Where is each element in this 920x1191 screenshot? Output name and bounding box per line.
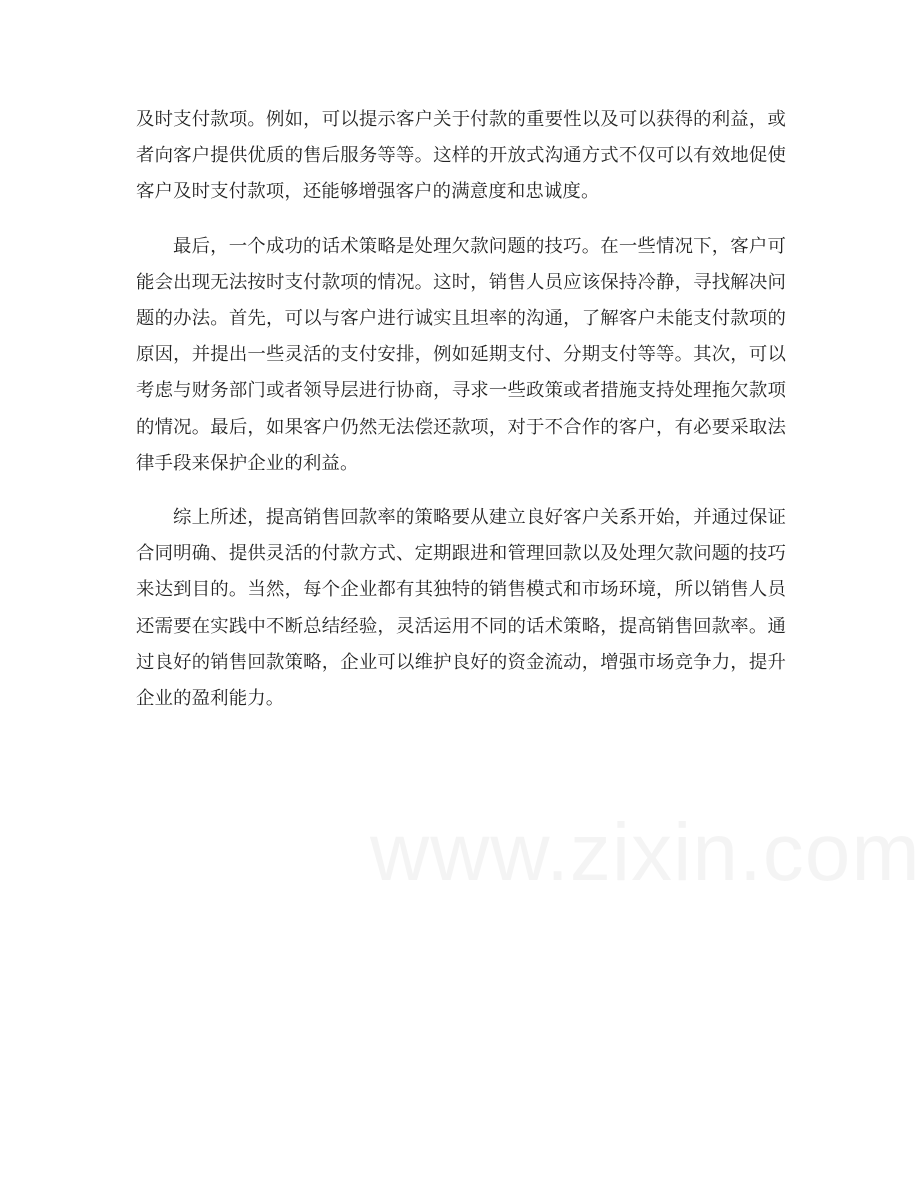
document-body bbox=[136, 102, 786, 717]
watermark bbox=[370, 806, 920, 900]
paragraph-conclusion: 综上所述，提高销售回款率的策略要从建立良好客户关系开始，并通过保证合同明确、提供灵活的付款方式、定期跟进和管理回款以及处理欠款问题的技巧来达到目的。当然，每个企业都有其独特的销售模式和市场环境，所以销售人员还需要在实践中不断总结经验，灵活运用不同的话术策略，提高销售回款率。通过良好的销售回款策略，企业可以维护良好的资金流动，增强市场竞争力，提升企业的盈利能力。 bbox=[136, 507, 786, 710]
paragraph-continuation: 及时支付款项。例如，可以提示客户关于付款的重要性以及可以获得的利益，或者向客户提供优质的售后服务等等。这样的开放式沟通方式不仅可以有效地促使客户及时支付款项，还能够增强客户的满意度和忠诚度。 bbox=[136, 109, 786, 203]
paragraph-debt-handling: 最后，一个成功的话术策略是处理欠款问题的技巧。在一些情况下，客户可能会出现无法按时支付款项的情况。这时，销售人员应该保持冷静，寻找解决问题的办法。首先，可以与客户进行诚实且坦率的沟通，了解客户未能支付款项的原因，并提出一些灵活的支付安排，例如延期支付、分期支付等等。其次，可以考虑与财务部门或者领导层进行协商，寻求一些政策或者措施支持处理拖欠款项的情况。最后，如果客户仍然无法偿还款项，对于不合作的客户，有必要采取法律手段来保护企业的利益。 bbox=[136, 235, 786, 474]
